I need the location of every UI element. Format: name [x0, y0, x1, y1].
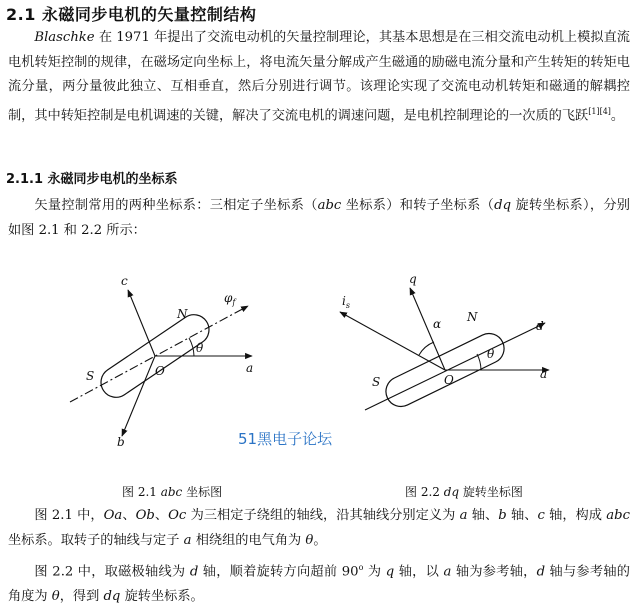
p4-d: d: [189, 564, 199, 580]
label-phi: $\varphi_f$: [224, 291, 236, 307]
caption1-italic: abc: [160, 485, 183, 499]
figure-2-1: [70, 274, 253, 449]
caption2-italic: dq: [443, 485, 460, 499]
figure-2-2: [340, 272, 549, 412]
label-O2: O: [444, 373, 454, 387]
p4-t4: 轴，以: [394, 564, 444, 580]
p3-c: c: [537, 508, 545, 523]
p4-a: a: [443, 564, 452, 580]
label-q: q: [409, 272, 417, 286]
citation: [1][4]: [588, 106, 611, 116]
p3-abc: abc: [606, 508, 630, 523]
label-N: N: [177, 307, 188, 321]
label-b: b: [117, 435, 125, 449]
p3-s1: 、: [122, 508, 136, 523]
author-name: Blaschke: [34, 30, 95, 45]
p3-oc: Oc: [168, 508, 187, 523]
watermark: 51黑电子论坛: [238, 430, 333, 448]
label-d: d: [536, 319, 544, 333]
label-a2: a: [540, 367, 548, 381]
p3-b: b: [498, 508, 507, 523]
p3-s2: 、: [154, 508, 169, 523]
p3-oa: Oa: [103, 508, 123, 523]
p3-t6: 坐标系。取转子的轴线与定子: [8, 532, 184, 548]
coords-dq: dq: [494, 198, 512, 213]
caption2-prefix: 图 2.2: [405, 485, 444, 499]
caption1-suffix: 坐标图: [182, 485, 223, 499]
label-S2: S: [372, 375, 381, 389]
p4-t3: 为: [363, 564, 386, 580]
p3-theta: θ: [305, 532, 314, 548]
current-vector-is: [340, 312, 445, 370]
p3-t4: 轴、: [506, 508, 538, 523]
p4-deg: o: [358, 563, 364, 572]
caption2-suffix: 旋转坐标图: [459, 485, 523, 499]
p4-d2: d: [536, 564, 546, 580]
axis-c: [128, 290, 155, 356]
p3-a2: a: [183, 532, 192, 548]
p4-t5: 轴为参考轴，: [451, 564, 537, 580]
p3-a: a: [459, 508, 468, 523]
p3-t7: 相绕组的电气角为: [191, 532, 306, 548]
subsection-title: 2.1.1 永磁同步电机的坐标系: [6, 172, 178, 187]
figure2-description: [8, 556, 630, 610]
axis-d: [365, 323, 548, 410]
theta-arc: [189, 338, 194, 356]
label-a: a: [246, 361, 254, 375]
p3-t2: 为三相定子绕组的轴线，沿其轴线分别定义为: [186, 508, 460, 523]
theta-arc-2: [477, 354, 481, 370]
axis-b: [122, 356, 155, 436]
figure1-description: [8, 504, 630, 553]
p4-t8: 旋转坐标系。: [120, 588, 204, 604]
label-N2: N: [467, 310, 478, 324]
figure-2-1-caption: [122, 483, 222, 500]
label-O: O: [155, 364, 165, 378]
coords-abc: abc: [317, 198, 342, 213]
caption1-prefix: 图 2.1: [122, 485, 161, 499]
intro-text: 在 1971 年提出了交流电动机的矢量控制理论，其基本思想是在三相交流电动机上模拟直流电机转矩控制的规律，在磁场定向坐标上，将电流矢量分解成产生磁通的励磁电流分量和产生转矩的转矩电流分量，两分量彼此独立、互相垂直，然后分别进行调节。该理论实现了交流电动机转矩和磁通的解耦控制，其中转矩控制是电机调速的关键，解决了交流电机的调速问题，是电机控制理论的一次质的飞跃: [8, 30, 630, 124]
intro-end: 。: [610, 108, 625, 124]
coords-text-2: 坐标系）和转子坐标系（: [341, 198, 495, 213]
p4-t2: 轴，顺着旋转方向超前 90: [198, 564, 359, 580]
p4-dq: dq: [103, 588, 121, 604]
p3-t1: 图 2.1 中，: [34, 508, 104, 523]
figure-2-2-caption: [405, 483, 523, 500]
label-c: c: [121, 274, 128, 288]
p4-t1: 图 2.2 中，取磁极轴线为: [34, 564, 190, 580]
label-S: S: [86, 369, 95, 383]
p4-theta: θ: [51, 588, 60, 604]
label-theta2: θ: [487, 347, 495, 361]
p3-t5: 轴，构成: [544, 508, 607, 523]
section-title: 2.1 永磁同步电机的矢量控制结构: [6, 5, 257, 24]
coords-text-3: 旋转坐标系），分别如图 2.1 和 2.2 所示：: [8, 198, 630, 238]
p4-q: q: [385, 564, 395, 580]
p4-t6: 轴与参考轴的角度为: [8, 564, 630, 604]
coords-text-1: 矢量控制常用的两种坐标系：三相定子坐标系（: [34, 198, 318, 213]
p3-ob: Ob: [135, 508, 155, 523]
p3-t3: 轴、: [467, 508, 499, 523]
p4-t7: ，得到: [59, 588, 104, 604]
alpha-arc: [419, 342, 434, 355]
label-is: $i_s$: [342, 294, 350, 310]
label-alpha: α: [433, 317, 442, 331]
label-theta: θ: [196, 341, 204, 355]
flux-axis-phi: [70, 306, 248, 402]
p3-t8: 。: [313, 532, 327, 548]
